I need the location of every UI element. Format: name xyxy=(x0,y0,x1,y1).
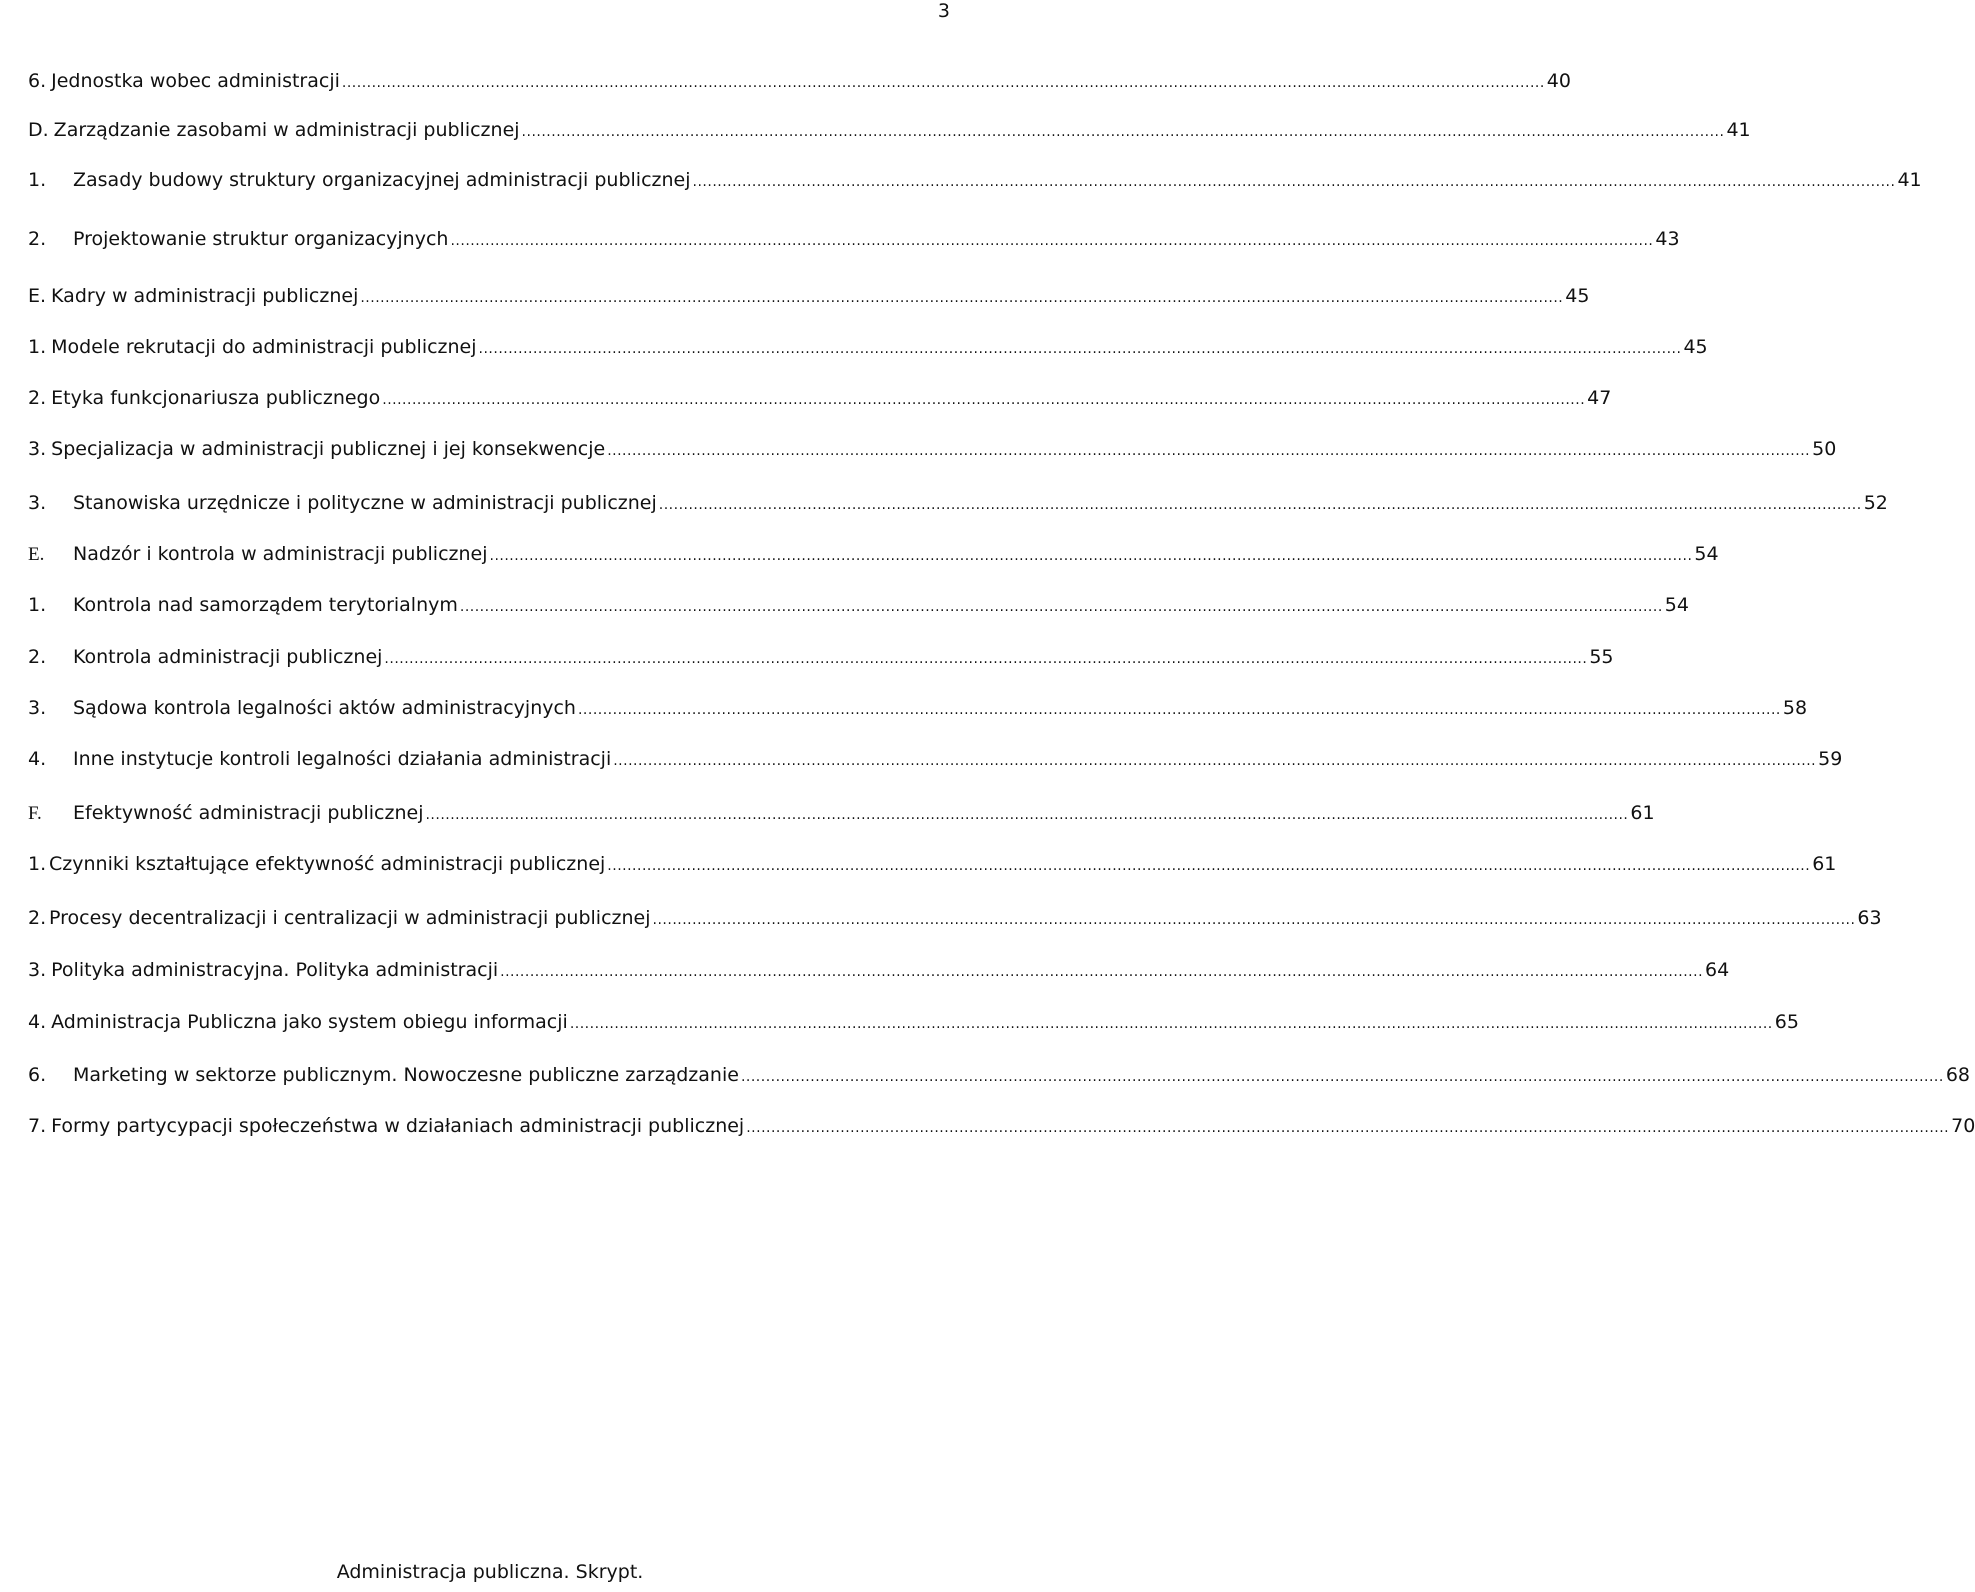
toc-entry-page: 45 xyxy=(1565,285,1590,307)
page-footer: Administracja publiczna. Skrypt. xyxy=(336,1561,644,1583)
toc-entry-number: 1. xyxy=(28,336,47,358)
toc-entry[interactable] xyxy=(28,537,1719,571)
toc-entry-number: 4. xyxy=(28,1011,47,1033)
toc-entry-page: 70 xyxy=(1951,1115,1975,1137)
toc-entry-title: Czynniki kształtujące efektywność administracji publicznej xyxy=(49,853,606,875)
toc-entry-title: Polityka administracyjna. Polityka administracji xyxy=(51,959,499,981)
toc-entry-number: 1. xyxy=(28,594,47,616)
toc-entry-number: 7. xyxy=(28,1115,47,1137)
toc-entry-title: Inne instytucje kontroli legalności działania administracji xyxy=(73,748,612,770)
toc-entry[interactable] xyxy=(28,796,1655,830)
dot-leader xyxy=(490,539,1693,573)
dot-leader xyxy=(578,693,1781,727)
toc-entry[interactable] xyxy=(28,432,1837,466)
toc-entry-title: Nadzór i kontrola w administracji publicznej xyxy=(73,543,488,565)
dot-leader xyxy=(741,1060,1944,1094)
dot-leader xyxy=(450,224,1653,258)
toc-entry-number: D. xyxy=(28,119,49,141)
toc-entry-title: Efektywność administracji publicznej xyxy=(73,802,424,824)
toc-entry-number: E. xyxy=(28,544,45,565)
toc-entry-number: 3. xyxy=(28,438,47,460)
toc-entry[interactable] xyxy=(28,691,1808,725)
dot-leader xyxy=(360,281,1563,315)
table-of-contents xyxy=(28,0,1975,1592)
toc-entry-page: 41 xyxy=(1726,119,1751,141)
dot-leader xyxy=(659,488,1862,522)
toc-entry[interactable] xyxy=(28,1005,1799,1039)
toc-entry[interactable] xyxy=(28,486,1888,520)
dot-leader xyxy=(607,849,1810,883)
toc-entry-number: 2. xyxy=(28,228,47,250)
toc-entry-title: Marketing w sektorze publicznym. Nowoczesne publiczne zarządzanie xyxy=(73,1064,739,1086)
toc-entry-title: Projektowanie struktur organizacyjnych xyxy=(73,228,449,250)
toc-entry[interactable] xyxy=(28,901,1882,935)
toc-entry[interactable] xyxy=(28,640,1614,674)
toc-entry-title: Administracja Publiczna jako system obiegu informacji xyxy=(51,1011,568,1033)
toc-entry[interactable] xyxy=(28,330,1708,364)
toc-entry-page: 40 xyxy=(1546,70,1571,92)
toc-entry[interactable] xyxy=(28,222,1680,256)
dot-leader xyxy=(342,66,1545,100)
toc-entry-title: Procesy decentralizacji i centralizacji w administracji publicznej xyxy=(49,907,651,929)
page-number: 3 xyxy=(937,0,950,22)
toc-entry-title: Kadry w administracji publicznej xyxy=(51,285,359,307)
toc-entry-title: Kontrola nad samorządem terytorialnym xyxy=(73,594,458,616)
toc-entry-page: 58 xyxy=(1782,697,1808,719)
toc-entry-number: 2. xyxy=(28,387,47,409)
toc-entry-title: Zarządzanie zasobami w administracji publicznej xyxy=(53,119,520,141)
dot-leader xyxy=(425,798,1628,832)
toc-entry-page: 41 xyxy=(1897,169,1922,191)
toc-entry[interactable] xyxy=(28,742,1843,776)
dot-leader xyxy=(653,903,1856,937)
toc-entry-page: 54 xyxy=(1694,543,1719,565)
toc-entry-number: E. xyxy=(28,285,47,307)
toc-entry[interactable] xyxy=(28,113,1751,147)
toc-entry-title: Zasady budowy struktury organizacyjnej administracji publicznej xyxy=(73,169,691,191)
toc-entry[interactable] xyxy=(28,588,1689,622)
dot-leader xyxy=(613,744,1816,778)
toc-entry-number: 3. xyxy=(28,697,47,719)
toc-entry-page: 55 xyxy=(1589,646,1614,668)
toc-entry-page: 45 xyxy=(1683,336,1708,358)
toc-entry-number: 3. xyxy=(28,492,47,514)
toc-entry-number: 1. xyxy=(28,169,47,191)
toc-entry-title: Etyka funkcjonariusza publicznego xyxy=(51,387,381,409)
toc-entry-title: Jednostka wobec administracji xyxy=(51,70,340,92)
toc-entry-title: Sądowa kontrola legalności aktów administracyjnych xyxy=(73,697,576,719)
toc-entry-page: 63 xyxy=(1857,907,1882,929)
toc-entry-page: 59 xyxy=(1818,748,1843,770)
toc-entry-title: Formy partycypacji społeczeństwa w działaniach administracji publicznej xyxy=(51,1115,745,1137)
toc-entry-page: 61 xyxy=(1630,802,1655,824)
toc-entry-page: 64 xyxy=(1705,959,1730,981)
dot-leader xyxy=(607,434,1810,468)
toc-entry[interactable] xyxy=(28,163,1922,197)
dot-leader xyxy=(500,955,1703,989)
toc-entry[interactable] xyxy=(28,1058,1971,1092)
dot-leader xyxy=(693,165,1896,199)
toc-entry[interactable] xyxy=(28,381,1612,415)
dot-leader xyxy=(522,115,1725,149)
toc-entry-page: 50 xyxy=(1812,438,1837,460)
toc-entry[interactable] xyxy=(28,847,1837,881)
dot-leader xyxy=(479,332,1682,366)
toc-entry-page: 54 xyxy=(1664,594,1689,616)
dot-leader xyxy=(382,383,1585,417)
toc-entry-number: 2. xyxy=(28,646,47,668)
toc-entry-title: Specjalizacja w administracji publicznej i jej konsekwencje xyxy=(51,438,606,460)
toc-entry[interactable] xyxy=(28,279,1590,313)
toc-entry-number: 6. xyxy=(28,1064,47,1086)
toc-entry-page: 68 xyxy=(1945,1064,1971,1086)
toc-entry-number: 4. xyxy=(28,748,47,770)
toc-entry-title: Stanowiska urzędnicze i polityczne w administracji publicznej xyxy=(73,492,657,514)
toc-entry-page: 52 xyxy=(1863,492,1888,514)
dot-leader xyxy=(746,1111,1949,1145)
dot-leader xyxy=(570,1007,1773,1041)
toc-entry-page: 61 xyxy=(1812,853,1837,875)
toc-entry[interactable] xyxy=(28,953,1730,987)
toc-entry-page: 43 xyxy=(1655,228,1680,250)
dot-leader xyxy=(384,642,1587,676)
toc-entry-title: Kontrola administracji publicznej xyxy=(73,646,383,668)
toc-entry-number: 6. xyxy=(28,70,47,92)
toc-entry-number: 2. xyxy=(28,907,47,929)
toc-entry-page: 47 xyxy=(1587,387,1612,409)
toc-entry-number: 3. xyxy=(28,959,47,981)
toc-entry-page: 65 xyxy=(1774,1011,1799,1033)
toc-entry[interactable] xyxy=(28,1109,1975,1143)
dot-leader xyxy=(460,590,1663,624)
toc-entry-number: F. xyxy=(28,803,42,824)
toc-entry[interactable] xyxy=(28,64,1571,98)
toc-entry-number: 1. xyxy=(28,853,47,875)
toc-entry-title: Modele rekrutacji do administracji publicznej xyxy=(51,336,477,358)
